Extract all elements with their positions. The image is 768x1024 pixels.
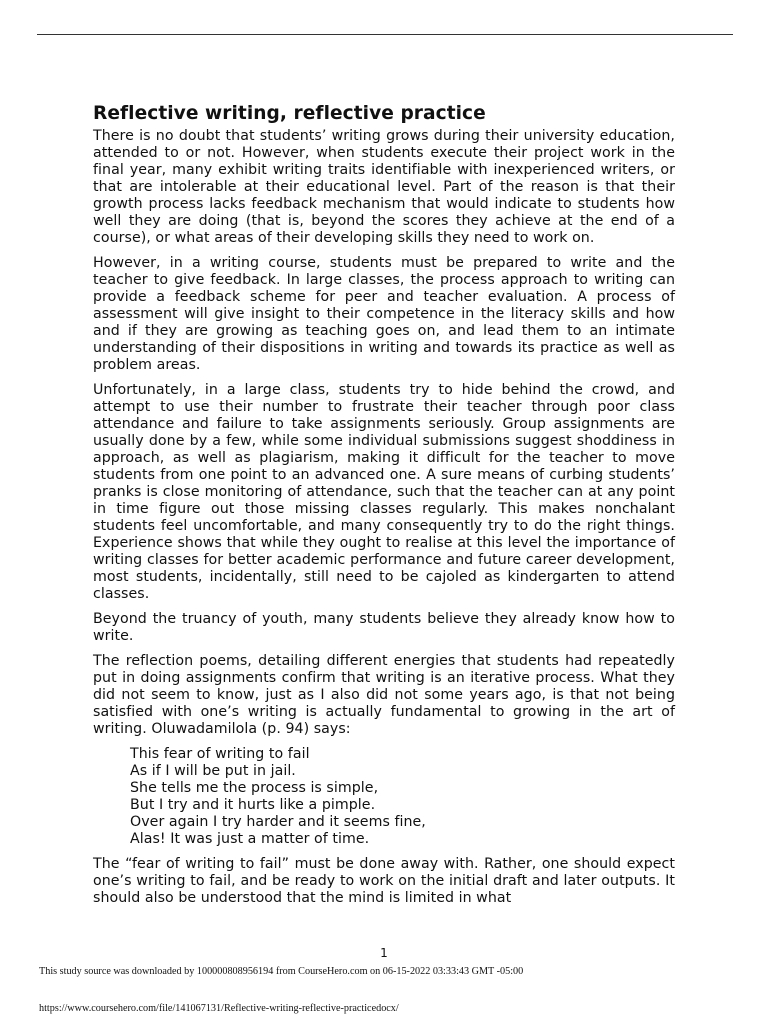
paragraph: The reflection poems, detailing different energies that students had repeatedly put in doing assignments confirm that writing is an iterative process. What they did not seem to know, just as I also did not some years ago, is that not being satisfied with one’s writing is actually fundamental to growing in the art of writing. Oluwadamilola (p. 94) says: (93, 653, 675, 737)
poem-line: She tells me the process is simple, (130, 780, 379, 796)
poem-line: This fear of writing to fail (130, 746, 310, 762)
paragraph: There is no doubt that students’ writing grows during their university education, attended to or not. However, when students execute their project work in the final year, many exhibit writing traits identifiable with inexperienced writers, or that are intolerable at their educational level. Part of the reason is that their growth process lacks feedback mechanism that would indicate to students how well they are doing (that is, beyond the scores they achieve at the end of a course), or what areas of their developing skills they need to work on. (93, 128, 675, 246)
document-title: Reflective writing, reflective practice (93, 103, 486, 124)
poem-line: But I try and it hurts like a pimple. (130, 797, 376, 813)
poem-line: Over again I try harder and it seems fine, (130, 814, 426, 830)
paragraph: Unfortunately, in a large class, students try to hide behind the crowd, and attempt to use their number to frustrate their teacher through poor class attendance and failure to take assignments seriously. Group assignments are usually done by a few, while some individual submissions suggest shoddiness in approach, as well as plagiarism, making it difficult for the teacher to move students from one point to an advanced one. A sure means of curbing students’ pranks is close monitoring of attendance, such that the teacher can at any point in time figure out those missing classes regularly. This makes nonchalant students feel uncomfortable, and many consequently try to do the right things. Experience shows that while they ought to realise at this level the importance of writing classes for better academic performance and future career development, most students, incidentally, still need to be cajoled as kindergarten to attend classes. (93, 382, 675, 602)
download-notice: This study source was downloaded by 100000808956194 from CourseHero.com on 06-15-2022 03:33:43 GMT -05:00 (39, 966, 524, 977)
document-body (93, 103, 675, 915)
poem-quote (130, 746, 675, 848)
poem-line: As if I will be put in jail. (130, 763, 296, 779)
paragraph: However, in a writing course, students must be prepared to write and the teacher to give feedback. In large classes, the process approach to writing can provide a feedback scheme for peer and teacher evaluation. A process of assessment will give insight to their competence in the literacy skills and how and if they are growing as teaching goes on, and lead them to an intimate understanding of their dispositions in writing and towards its practice as well as problem areas. (93, 255, 675, 373)
top-divider (37, 34, 733, 35)
page-number: 1 (380, 946, 388, 960)
source-url-link[interactable]: https://www.coursehero.com/file/141067131/Reflective-writing-reflective-practicedocx/ (39, 1003, 399, 1014)
paragraph: The “fear of writing to fail” must be done away with. Rather, one should expect one’s writing to fail, and be ready to work on the initial draft and later outputs. It should also be understood that the mind is limited in what (93, 856, 675, 906)
paragraph: Beyond the truancy of youth, many students believe they already know how to write. (93, 611, 675, 644)
poem-line: Alas! It was just a matter of time. (130, 831, 370, 847)
